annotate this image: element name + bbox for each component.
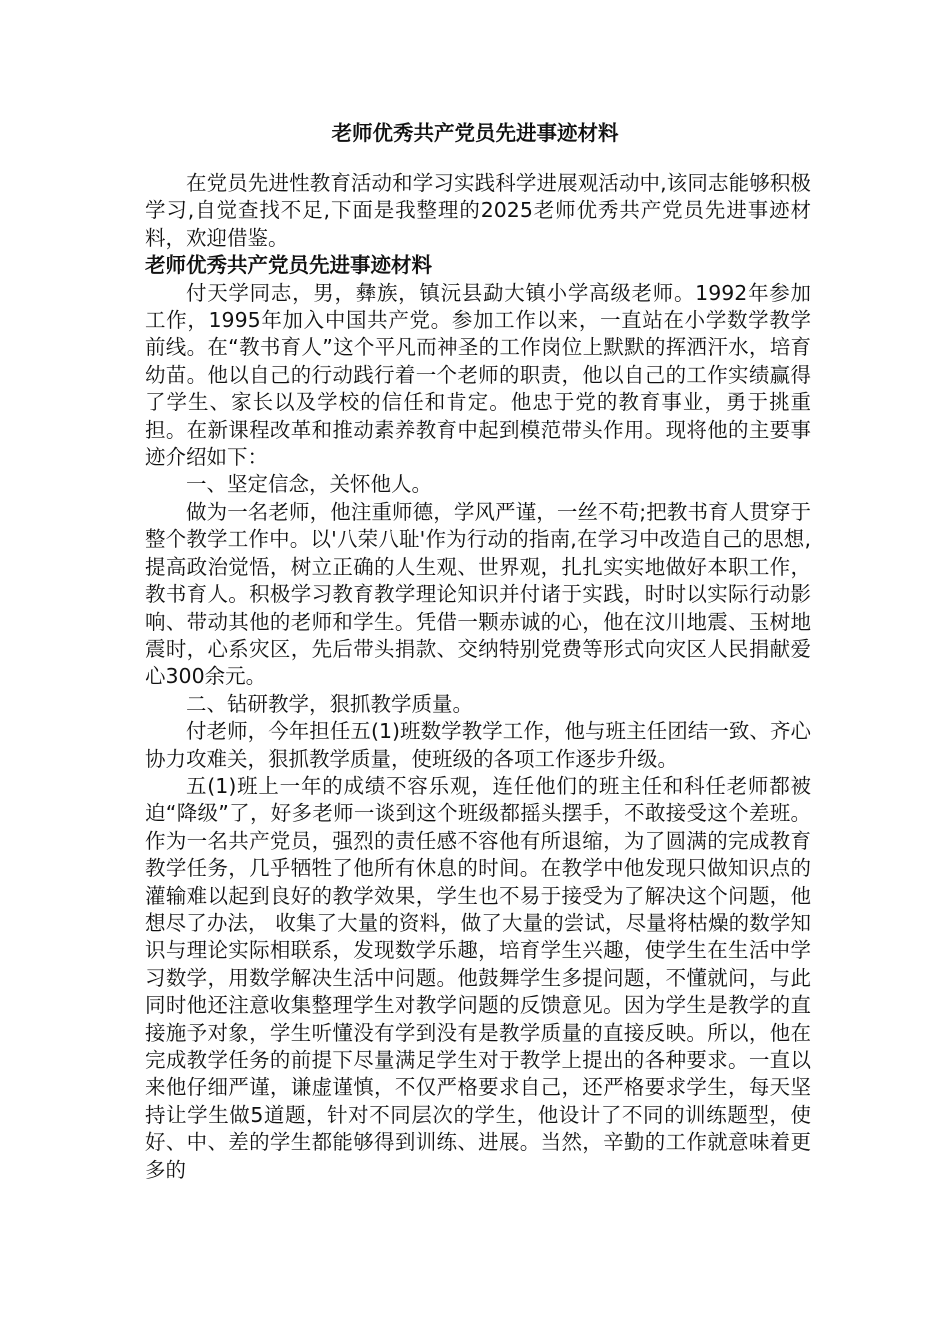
section-heading-1: 一、坚定信念，关怀他人。 xyxy=(186,472,432,497)
document-body xyxy=(145,170,811,1184)
section-heading-2: 二、钻研教学，狠抓教学质量。 xyxy=(186,691,473,716)
body-paragraph: 付老师，今年担任五(1)班数学教学工作，他与班主任团结一致、齐心协力攻难关，狠抓教学质量，使班级的各项工作逐步升级。 xyxy=(145,719,811,771)
section-heading: 老师优秀共产党员先进事迹材料 xyxy=(145,253,432,278)
body-paragraph: 五(1)班上一年的成绩不容乐观，连任他们的班主任和科任老师都被迫“降级”了，好多老师一谈到这个班级都摇头摆手，不敢接受这个差班。作为一名共产党员，强烈的责任感不容他有所退缩，为了圆满的完成教育教学任务，几乎牺牲了他所有休息的时间。在教学中他发现只做知识点的灌输难以起到良好的教学效果，学生也不易于接受为了解决这个问题，他想尽了办法， 收集了大量的资料，做了大量的尝试，尽量将枯燥的数学知识与理论实际相联系，发现数学乐趣，培育学生兴趣，使学生在生活中学习数学，用数学解决生活中问题。他鼓舞学生多提问题，不懂就问，与此同时他还注意收集整理学生对教学问题的反馈意见。因为学生是教学的直接施予对象，学生听懂没有学到没有是教学质量的直接反映。所以，他在完成教学任务的前提下尽量满足学生对于教学上提出的各种要求。一直以来他仔细严谨，谦虚谨慎，不仅严格要求自己，还严格要求学生，每天坚持让学生做5道题，针对不同层次的学生，他设计了不同的训练题型，使好、中、差的学生都能够得到训练、进展。当然，辛勤的工作就意味着更多的 xyxy=(145,773,811,1182)
body-paragraph: 做为一名老师，他注重师德，学风严谨，一丝不苟;把教书育人贯穿于整个教学工作中。以'八荣八耻'作为行动的指南,在学习中改造自己的思想,提高政治觉悟，树立正确的人生观、世界观，扎扎实实地做好本职工作，教书育人。积极学习教育教学理论知识并付诸于实践，时时以实际行动影响、带动其他的老师和学生。凭借一颗赤诚的心，他在汶川地震、玉树地震时，心系灾区，先后带头捐款、交纳特别党费等形式向灾区人民捐献爱心300余元。 xyxy=(145,499,811,689)
intro-paragraph: 在党员先进性教育活动和学习实践科学进展观活动中,该同志能够积极学习,自觉查找不足,下面是我整理的2025老师优秀共产党员先进事迹材料，欢迎借鉴。 xyxy=(145,171,811,250)
document-title: 老师优秀共产党员先进事迹材料 xyxy=(331,121,619,145)
body-paragraph: 付天学同志，男，彝族，镇沅县勐大镇小学高级老师。1992年参加工作，1995年加入中国共产党。参加工作以来，一直站在小学数学教学前线。在“教书育人”这个平凡而神圣的工作岗位上默默的挥洒汗水，培育幼苗。他以自己的行动践行着一个老师的职责，他以自己的工作实绩赢得了学生、家长以及学校的信任和肯定。他忠于党的教育事业，勇于挑重担。在新课程改革和推动素养教育中起到模范带头作用。现将他的主要事迹介绍如下： xyxy=(145,280,811,470)
